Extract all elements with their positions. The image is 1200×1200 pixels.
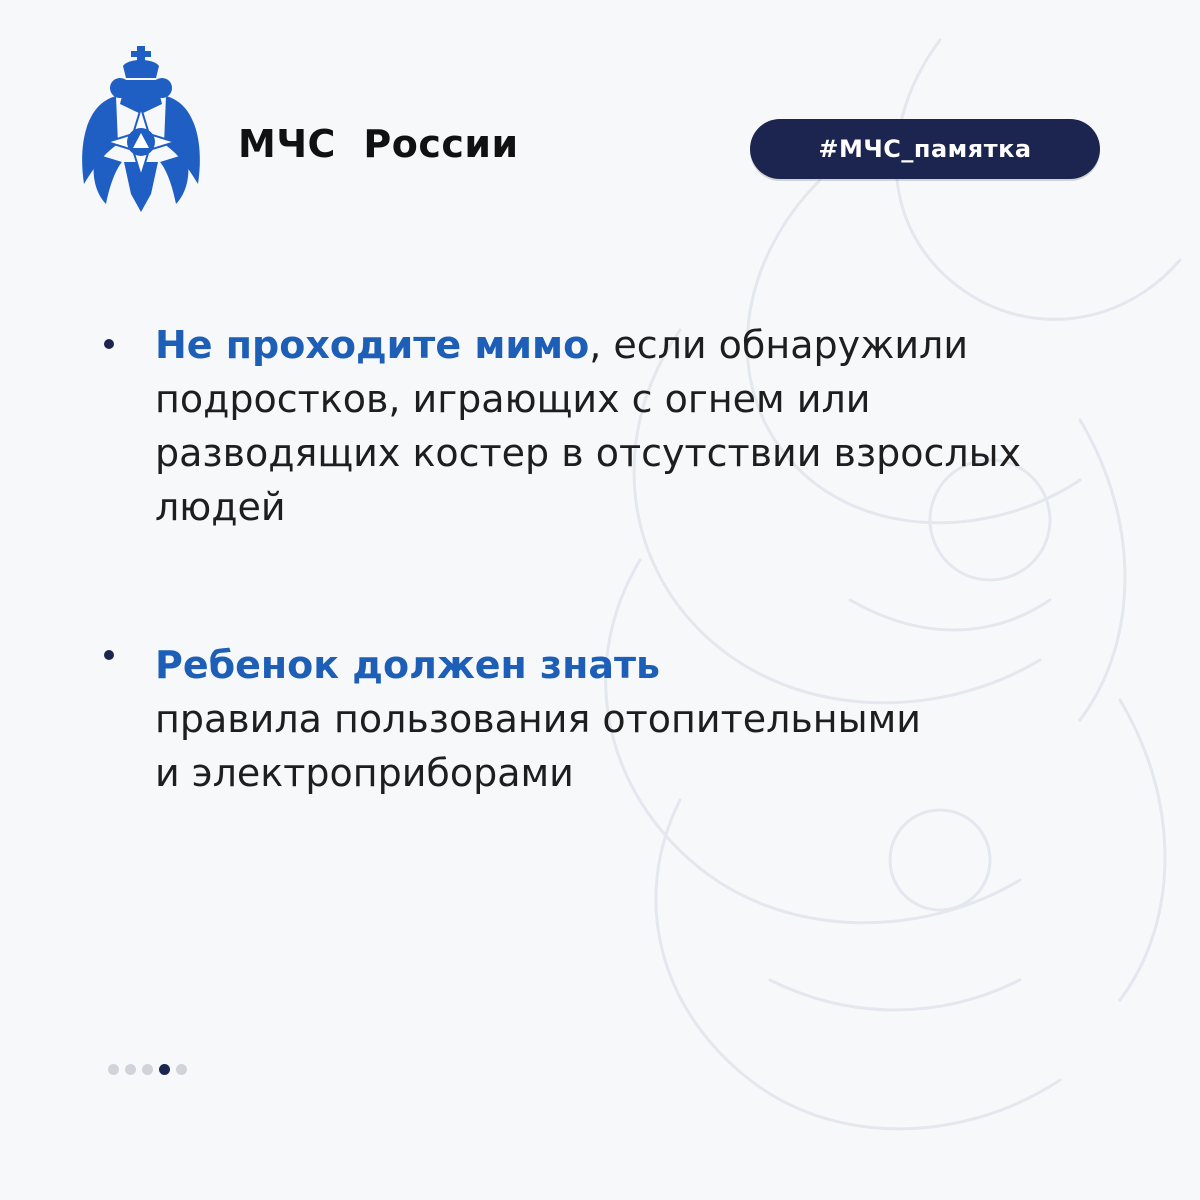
pagination-dot[interactable]	[159, 1064, 170, 1075]
hashtag-label: #МЧС_памятка	[818, 135, 1032, 163]
bullet-highlight: Ребенок должен знать	[155, 643, 661, 687]
bullet-text	[155, 318, 1060, 534]
bullet-line: разводящих костер в отсутствии взрослых	[155, 431, 1022, 475]
bullet-dot	[104, 339, 114, 349]
bullet-text	[155, 638, 1060, 800]
emercom-eagle-emblem-icon	[76, 44, 206, 216]
bullet-line: правила пользования отопительными	[155, 697, 921, 741]
pagination-dot[interactable]	[176, 1064, 187, 1075]
pagination-dot[interactable]	[125, 1064, 136, 1075]
emercom-eagle-watermark-icon	[520, 0, 1200, 1200]
carousel-pagination[interactable]	[108, 1064, 187, 1075]
bullet-line: людей	[155, 485, 286, 529]
bullet-line	[155, 318, 1060, 372]
list-item	[100, 318, 1060, 534]
pagination-dot[interactable]	[142, 1064, 153, 1075]
bullet-line-rest: , если обнаружили	[589, 323, 969, 367]
brand-name: МЧС России	[238, 122, 519, 166]
pagination-dot[interactable]	[108, 1064, 119, 1075]
hashtag-badge[interactable]	[750, 119, 1100, 179]
bullet-highlight: Не проходите мимо	[155, 323, 590, 367]
bullet-dot	[104, 650, 114, 660]
list-item	[100, 638, 1060, 800]
bullet-line: подростков, играющих с огнем или	[155, 377, 871, 421]
bullet-line: и электроприборами	[155, 751, 574, 795]
